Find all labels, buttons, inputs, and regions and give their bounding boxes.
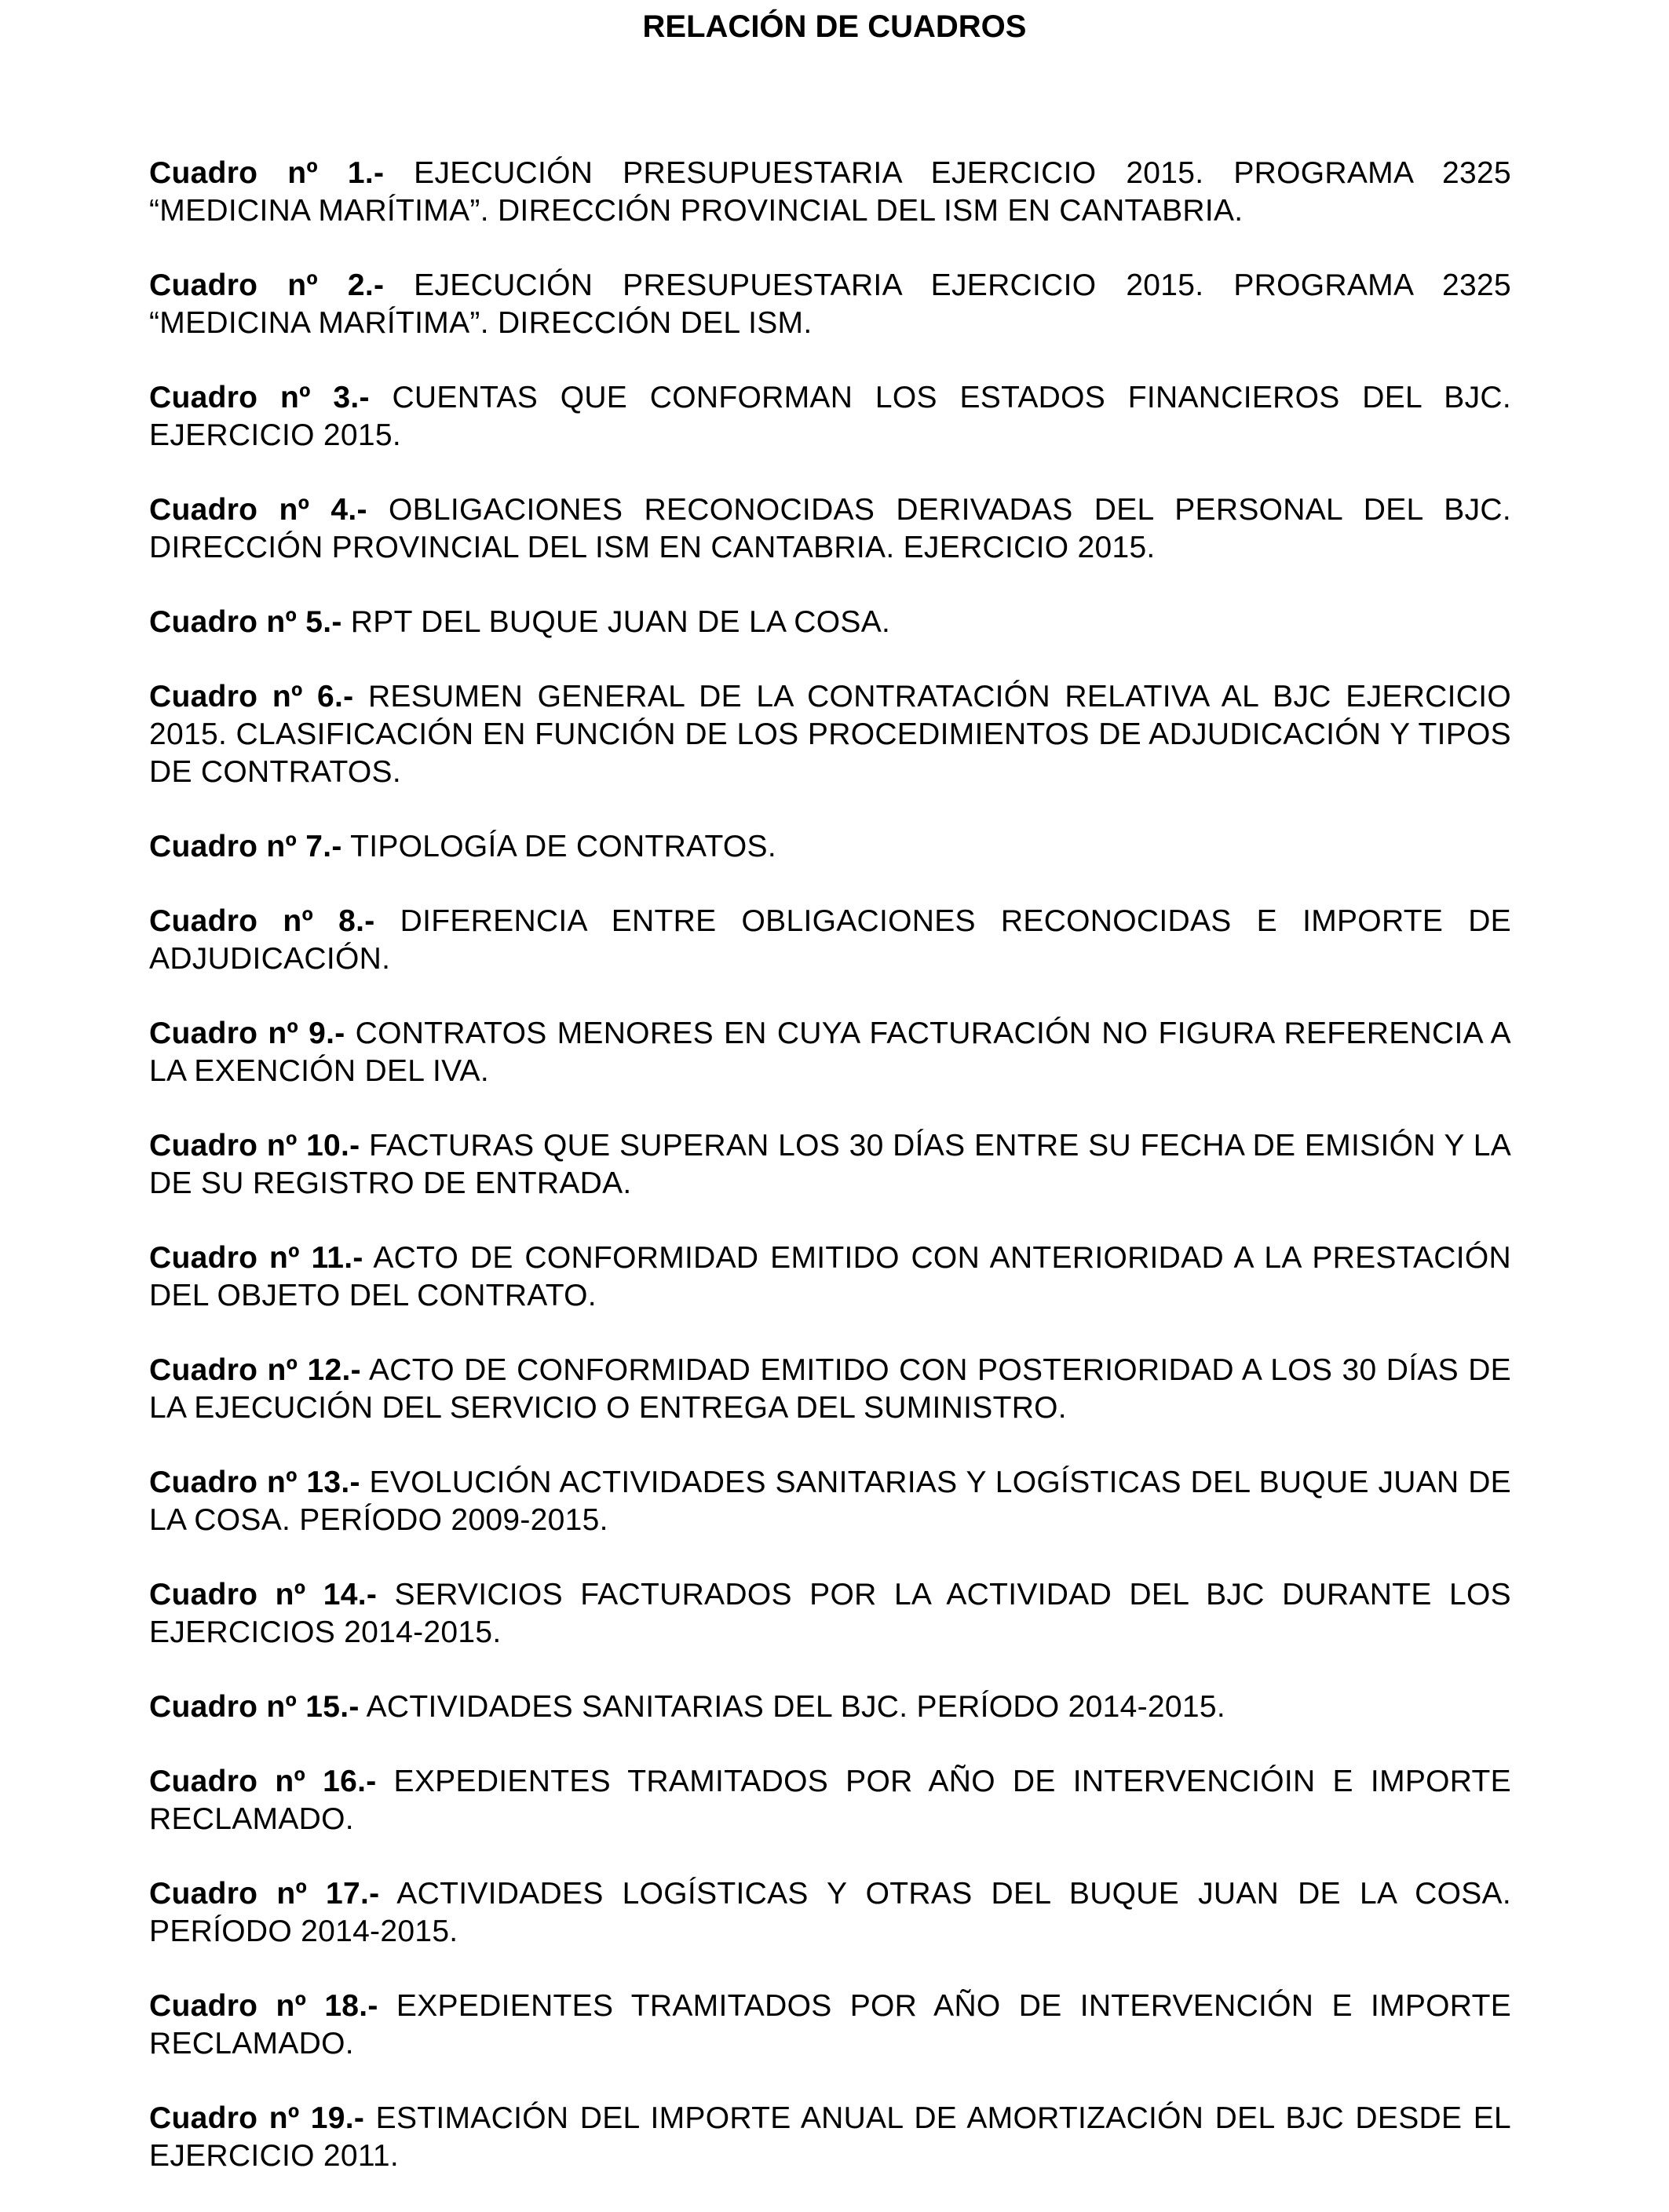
entry-text: CUENTAS QUE CONFORMAN LOS ESTADOS FINANCIEROS DEL BJC. EJERCICIO 2015. [149,381,1511,452]
list-item [149,1988,1511,2063]
entry-text: RESUMEN GENERAL DE LA CONTRATACIÓN RELATIVA AL BJC EJERCICIO 2015. CLASIFICACIÓN EN FUNCIÓN DE LOS PROCEDIMIENTOS DE ADJUDICACIÓN Y TIPOS DE CONTRATOS. [149,680,1511,789]
list-item [149,903,1511,978]
entry-text: EJECUCIÓN PRESUPUESTARIA EJERCICIO 2015. PROGRAMA 2325 “MEDICINA MARÍTIMA”. DIRECCIÓN DEL ISM. [149,268,1511,340]
entry-label: Cuadro nº 12.- [149,1353,361,1387]
list-item [149,604,1511,641]
entry-label: Cuadro nº 10.- [149,1129,360,1163]
entry-label: Cuadro nº 16.- [149,1765,377,1798]
list-item [149,1875,1511,1951]
list-item [149,1352,1511,1427]
entry-label: Cuadro nº 19.- [149,2101,365,2135]
list-item [149,1239,1511,1315]
entry-text: TIPOLOGÍA DE CONTRATOS. [341,830,776,863]
entry-label: Cuadro nº 15.- [149,1690,360,1724]
entry-label: Cuadro nº 4.- [149,493,367,527]
entry-text: ESTIMACIÓN DEL IMPORTE ANUAL DE AMORTIZACIÓN DEL BJC DESDE EL EJERCICIO 2011. [149,2101,1512,2173]
entry-text: ACTO DE CONFORMIDAD EMITIDO CON POSTERIORIDAD A LOS 30 DÍAS DE LA EJECUCIÓN DEL SERVICIO O ENTREGA DEL SUMINISTRO. [149,1353,1511,1425]
list-item [149,379,1511,454]
entry-text: DIFERENCIA ENTRE OBLIGACIONES RECONOCIDAS E IMPORTE DE ADJUDICACIÓN. [149,904,1511,976]
list-item [149,828,1511,866]
entry-text: ACTO DE CONFORMIDAD EMITIDO CON ANTERIORIDAD A LA PRESTACIÓN DEL OBJETO DEL CONTRATO. [149,1241,1511,1312]
list-item [149,1576,1511,1652]
list-item [149,1763,1511,1838]
list-item [149,267,1511,342]
entry-label: Cuadro nº 14.- [149,1578,378,1612]
entry-text: EXPEDIENTES TRAMITADOS POR AÑO DE INTERVENCIÓIN E IMPORTE RECLAMADO. [149,1765,1511,1836]
entry-label: Cuadro nº 6.- [149,680,354,714]
list-item [149,155,1511,230]
entry-text: OBLIGACIONES RECONOCIDAS DERIVADAS DEL PERSONAL DEL BJC. DIRECCIÓN PROVINCIAL DEL ISM EN CANTABRIA. EJERCICIO 2015. [149,493,1512,564]
entry-text: CONTRATOS MENORES EN CUYA FACTURACIÓN NO FIGURA REFERENCIA A LA EXENCIÓN DEL IVA. [149,1017,1511,1088]
entry-label: Cuadro nº 9.- [149,1017,345,1050]
entry-label: Cuadro nº 1.- [149,156,385,190]
entry-label: Cuadro nº 17.- [149,1877,380,1911]
list-item [149,1688,1511,1726]
entry-text: EXPEDIENTES TRAMITADOS POR AÑO DE INTERVENCIÓN E IMPORTE RECLAMADO. [149,1989,1512,2061]
list-item [149,1015,1511,1090]
page-title: RELACIÓN DE CUADROS [642,9,1027,44]
entry-text: EJECUCIÓN PRESUPUESTARIA EJERCICIO 2015. PROGRAMA 2325 “MEDICINA MARÍTIMA”. DIRECCIÓN PROVINCIAL DEL ISM EN CANTABRIA. [149,156,1511,228]
entry-text: ACTIVIDADES LOGÍSTICAS Y OTRAS DEL BUQUE JUAN DE LA COSA. PERÍODO 2014-2015. [149,1877,1512,1948]
entry-text: SERVICIOS FACTURADOS POR LA ACTIVIDAD DEL BJC DURANTE LOS EJERCICIOS 2014-2015. [149,1578,1511,1649]
entry-text: FACTURAS QUE SUPERAN LOS 30 DÍAS ENTRE SU FECHA DE EMISIÓN Y LA DE SU REGISTRO DE ENTRADA. [149,1129,1512,1200]
list-item [149,491,1511,567]
entry-text: EVOLUCIÓN ACTIVIDADES SANITARIAS Y LOGÍSTICAS DEL BUQUE JUAN DE LA COSA. PERÍODO 2009-2015. [149,1466,1511,1537]
entry-text: RPT DEL BUQUE JUAN DE LA COSA. [341,605,891,639]
entry-label: Cuadro nº 5.- [149,605,342,639]
list-item [149,1127,1511,1203]
entry-label: Cuadro nº 11.- [149,1241,363,1275]
entry-label: Cuadro nº 18.- [149,1989,378,2023]
entry-label: Cuadro nº 13.- [149,1466,360,1499]
entry-label: Cuadro nº 7.- [149,830,342,863]
list-item [149,1464,1511,1539]
entry-label: Cuadro nº 2.- [149,268,385,302]
table-of-figures-list [149,155,1511,2212]
list-item [149,2100,1511,2175]
entry-text: ACTIVIDADES SANITARIAS DEL BJC. PERÍODO 2014-2015. [359,1690,1225,1724]
entry-label: Cuadro nº 3.- [149,381,370,414]
list-item [149,678,1511,791]
entry-label: Cuadro nº 8.- [149,904,375,938]
